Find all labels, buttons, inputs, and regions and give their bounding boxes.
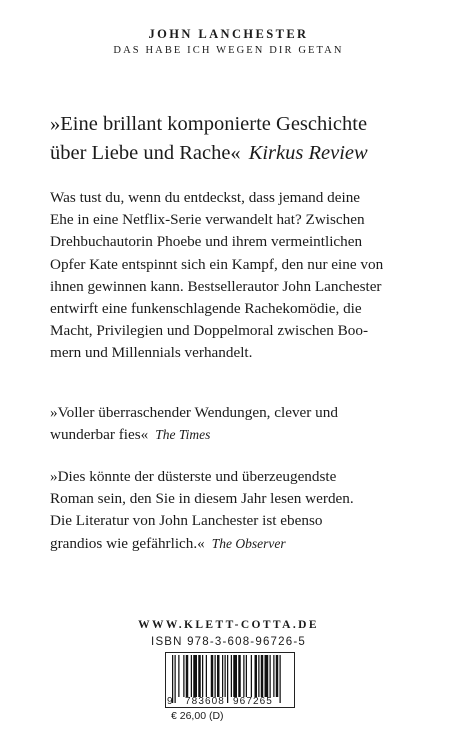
barcode-bar — [183, 655, 184, 697]
blurb-line: Drehbuchautorin Phoebe und ihrem vermeintlichen — [50, 233, 363, 251]
barcode-bar — [178, 655, 179, 697]
review-quote-observer — [50, 466, 450, 555]
blurb-line: ihnen gewinnen kann. Bestsellerautor John Lanchester — [50, 277, 382, 295]
isbn-number: ISBN 978-3-608-96726-5 — [151, 636, 306, 648]
barcode-bar — [206, 655, 207, 697]
headline-quote — [50, 110, 450, 168]
book-title: DAS HABE ICH WEGEN DIR GETAN — [113, 45, 344, 56]
headline-line-2-text: über Liebe und Rache« — [50, 142, 241, 164]
blurb-line: Ehe in eine Netflix-Serie verwandelt hat? Zwischen — [50, 211, 365, 229]
barcode-digit-group-1: 783608 — [185, 696, 225, 707]
price-label: € 26,00 (D) — [171, 710, 224, 722]
barcode-bar — [198, 655, 201, 697]
barcode-digit-group-2: 967265 — [233, 696, 273, 707]
barcode-bar — [202, 655, 203, 697]
quote-line: grandios wie gefährlich.« — [50, 534, 205, 552]
barcode-bar — [243, 655, 244, 697]
blurb-line: Macht, Privilegien und Doppelmoral zwischen Boo- — [50, 322, 369, 340]
barcode-bar — [217, 655, 220, 697]
barcode-bar — [273, 655, 274, 697]
barcode-bar — [225, 655, 226, 697]
barcode-bar — [276, 655, 279, 697]
barcode-digit-first: 9 — [167, 696, 173, 707]
barcode-bar — [251, 655, 252, 697]
blurb-text — [50, 187, 450, 365]
headline-line-1: »Eine brillant komponierte Geschichte — [50, 113, 368, 135]
barcode-bar — [231, 655, 232, 697]
barcode-bar — [215, 655, 216, 697]
blurb-line: mern und Millennials verhandelt. — [50, 344, 253, 362]
barcode-bar — [238, 655, 241, 697]
barcode-bar — [233, 655, 237, 697]
quote-line: Die Literatur von John Lanchester ist ebenso — [50, 512, 323, 530]
quote-line-with-source — [50, 424, 450, 446]
quote-line: »Dies könnte der düsterste und überzeugendste — [50, 468, 337, 485]
publisher-website: WWW.KLETT-COTTA.DE — [138, 619, 319, 631]
barcode-bar — [211, 655, 214, 697]
barcode-bar — [255, 655, 258, 697]
review-quote-times — [50, 402, 450, 446]
barcode-digits — [165, 696, 295, 708]
barcode-bar — [222, 655, 223, 697]
quote-line: Roman sein, den Sie in diesem Jahr lesen werden. — [50, 490, 354, 508]
barcode-bar — [186, 655, 189, 697]
quote-source: The Observer — [211, 535, 286, 551]
quote-source: The Times — [155, 427, 211, 443]
quote-line: »Voller überraschender Wendungen, clever und — [50, 404, 338, 421]
barcode-bar — [265, 655, 269, 697]
barcode-bar — [193, 655, 197, 697]
quote-line: wunderbar fies« — [50, 426, 149, 444]
barcode-bar — [191, 655, 192, 697]
headline-source: Kirkus Review — [248, 142, 368, 164]
blurb-line: Was tust du, wenn du entdeckst, dass jemand deine — [50, 189, 361, 206]
quote-line-with-source — [50, 533, 450, 555]
headline-line-2 — [50, 139, 450, 168]
barcode-bar — [261, 655, 264, 697]
author-name: JOHN LANCHESTER — [148, 27, 309, 41]
barcode-bar — [246, 655, 247, 697]
blurb-line: Opfer Kate entspinnt sich ein Kampf, den nur eine von — [50, 255, 384, 273]
barcode-bar — [270, 655, 271, 697]
barcode-bar — [258, 655, 259, 697]
blurb-line: entwirft eine funkenschlagende Rachekomödie, die — [50, 300, 362, 318]
